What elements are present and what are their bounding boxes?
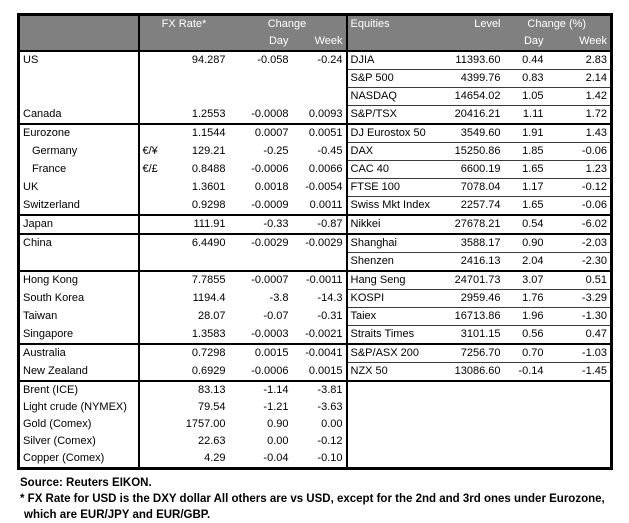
table-row xyxy=(19,416,612,433)
equity-level-value: 2416.13 xyxy=(442,253,504,272)
fx-rate-value: 7.7855 xyxy=(167,271,229,290)
equity-label: Taiex xyxy=(347,308,442,326)
fx-change-week-value: -0.0041 xyxy=(292,344,347,363)
footer xyxy=(20,475,629,523)
fx-change-day-value: -0.33 xyxy=(229,215,292,234)
fx-rate-value: 1.3601 xyxy=(191,181,226,193)
equity-change-week-value: -1.45 xyxy=(547,363,612,382)
header-blank xyxy=(347,33,442,51)
equity-level-value: 16713.86 xyxy=(442,308,504,326)
fx-change-day-value: -0.0008 xyxy=(251,107,289,120)
equity-change-week-value: -3.29 xyxy=(547,290,612,308)
header-fx-day: Day xyxy=(229,33,292,51)
fx-change-day-value: -1.21 xyxy=(263,401,289,413)
equity-change-day-value: 1.11 xyxy=(504,106,547,125)
row-label: France xyxy=(19,161,139,179)
header-blank xyxy=(19,33,139,51)
currency-pair-label xyxy=(139,106,167,125)
equity-level-value: 24701.73 xyxy=(442,271,504,290)
equity-level-value: 15250.86 xyxy=(442,143,504,161)
currency-pair-label xyxy=(139,416,167,433)
table-row xyxy=(19,88,612,106)
fx-rate-value: 83.13 xyxy=(167,381,229,399)
header-blank xyxy=(139,33,167,51)
currency-pair-label xyxy=(139,88,167,106)
fx-rate-value: 6.4490 xyxy=(167,234,229,253)
header-equities: Equities xyxy=(347,15,442,34)
equity-change-day-value: 0.83 xyxy=(504,70,547,88)
equity-level-value: 7256.70 xyxy=(442,344,504,363)
equity-change-week-value xyxy=(547,399,612,416)
fx-change-week-value: 0.00 xyxy=(292,416,347,433)
row-label: Germany xyxy=(19,143,139,161)
header-fx-week: Week xyxy=(292,33,347,51)
row-label xyxy=(19,253,139,272)
equity-label: Shanghai xyxy=(347,234,442,253)
equity-label: FTSE 100 xyxy=(347,179,442,197)
header-change-pct: Change (%) xyxy=(504,15,612,34)
equity-change-day-value: 1.91 xyxy=(504,124,547,143)
currency-pair-label xyxy=(139,197,167,216)
equity-change-day-value: 1.85 xyxy=(504,143,547,161)
fx-change-day-value: -0.07 xyxy=(263,310,289,322)
row-label: Switzerland xyxy=(19,197,139,216)
table-row xyxy=(19,106,612,125)
fx-change-day-value: -0.0003 xyxy=(251,327,289,340)
fx-rate-value: 94.287 xyxy=(191,54,226,67)
equity-level-value: 27678.21 xyxy=(442,215,504,234)
equity-level-value: 11393.60 xyxy=(442,51,504,70)
row-label xyxy=(19,88,139,106)
table-row xyxy=(19,433,612,450)
fx-rate-value: 111.91 xyxy=(167,215,229,234)
currency-pair-label xyxy=(139,399,167,416)
equity-label: NASDAQ xyxy=(347,88,442,106)
table-row xyxy=(19,253,612,272)
fx-rate-value xyxy=(167,88,229,106)
table-row xyxy=(19,215,612,234)
fx-rate-value: 1.3583 xyxy=(191,327,226,340)
equity-change-day-value: 1.65 xyxy=(504,197,547,216)
table-row xyxy=(19,70,612,88)
equity-label: Swiss Mkt Index xyxy=(347,197,442,216)
fx-rate-value: 79.54 xyxy=(197,401,226,413)
equity-change-week-value: -0.06 xyxy=(547,143,612,161)
currency-pair-label xyxy=(139,271,167,290)
equity-level-value: 2257.74 xyxy=(442,197,504,216)
equity-level-value xyxy=(442,433,504,450)
row-label: US xyxy=(19,51,139,70)
currency-pair-label xyxy=(139,179,167,197)
equity-level-value: 2959.46 xyxy=(442,290,504,308)
table-row xyxy=(19,234,612,253)
equity-change-week-value: 2.83 xyxy=(547,51,612,70)
currency-pair-label xyxy=(139,450,167,469)
equity-level-value xyxy=(442,416,504,433)
equity-label: Nikkei xyxy=(347,215,442,234)
equity-change-day-value: -0.14 xyxy=(504,363,547,382)
equity-label: DAX xyxy=(347,143,442,161)
fx-change-week-value: -0.0011 xyxy=(292,271,347,290)
equity-label xyxy=(347,416,442,433)
page xyxy=(0,13,629,521)
equity-change-week-value xyxy=(547,450,612,469)
fx-change-week-value: -0.24 xyxy=(292,51,347,70)
equity-label: DJIA xyxy=(347,51,442,70)
fx-change-week-value: 0.0015 xyxy=(292,363,347,382)
equity-change-day-value xyxy=(504,433,547,450)
fx-rate-value: 4.29 xyxy=(204,452,226,464)
row-label: Australia xyxy=(19,344,139,363)
equity-label: S&P 500 xyxy=(347,70,442,88)
equity-change-week-value: -0.06 xyxy=(547,197,612,216)
equity-label xyxy=(347,450,442,469)
equity-change-week-value: 1.72 xyxy=(547,106,612,125)
fx-change-week-value: -0.12 xyxy=(292,433,347,450)
currency-pair-label xyxy=(139,290,167,308)
equity-change-week-value: -6.02 xyxy=(547,215,612,234)
currency-pair-label xyxy=(139,234,167,253)
row-label: Light crude (NYMEX) xyxy=(19,399,139,416)
fx-change-day-value: -0.0007 xyxy=(229,271,292,290)
row-label: China xyxy=(19,234,139,253)
equity-level-value: 3101.15 xyxy=(442,326,504,345)
fx-change-day-value: -0.0006 xyxy=(251,163,289,175)
table-row xyxy=(19,381,612,399)
table-row xyxy=(19,179,612,197)
fx-change-day-value: -0.25 xyxy=(263,145,289,157)
fx-change-day-value xyxy=(229,70,292,88)
fx-rate-value xyxy=(167,70,229,88)
header-level: Level xyxy=(442,15,504,34)
footnote-line-1: * FX Rate for USD is the DXY dollar All others are vs USD, except for the 2nd and 3rd ones under Eurozone, xyxy=(20,493,605,505)
header-blank xyxy=(442,33,504,51)
fx-change-day-value xyxy=(229,253,292,272)
table-row xyxy=(19,143,612,161)
table-row xyxy=(19,308,612,326)
fx-rate-value: 1757.00 xyxy=(185,418,226,430)
equity-label: Shenzen xyxy=(347,253,442,272)
row-label xyxy=(19,70,139,88)
fx-change-day-value: 0.0015 xyxy=(229,344,292,363)
fx-change-week-value: -3.81 xyxy=(292,381,347,399)
fx-change-week-value: -0.0021 xyxy=(292,326,347,345)
equity-level-value: 4399.76 xyxy=(442,70,504,88)
fx-change-week-value xyxy=(292,253,347,272)
footnote-line-2: which are EUR/JPY and EUR/GBP. xyxy=(24,509,211,521)
equity-change-day-value: 0.90 xyxy=(504,234,547,253)
equity-change-day-value xyxy=(504,416,547,433)
fx-change-day-value: 0.00 xyxy=(267,435,289,447)
equity-change-week-value: -1.03 xyxy=(547,344,612,363)
currency-pair-label xyxy=(139,70,167,88)
equity-label: KOSPI xyxy=(347,290,442,308)
fx-rate-value: 129.21 xyxy=(191,145,226,157)
equity-change-week-value: 1.23 xyxy=(547,161,612,179)
fx-rate-value: 1194.4 xyxy=(192,292,226,304)
table-row xyxy=(19,450,612,469)
table-row xyxy=(19,326,612,345)
fx-change-day-value: 0.0007 xyxy=(229,124,292,143)
currency-pair-label: €/£ xyxy=(142,163,158,175)
fx-rate-value: 0.8488 xyxy=(191,163,226,175)
fx-rate-value: 1.1544 xyxy=(167,124,229,143)
fx-change-week-value: -0.45 xyxy=(292,143,347,161)
currency-pair-label xyxy=(139,433,167,450)
currency-pair-label xyxy=(139,363,167,382)
table-row xyxy=(19,161,612,179)
fx-change-week-value: 0.0051 xyxy=(292,124,347,143)
fx-change-week-value: -0.0029 xyxy=(292,234,347,253)
equity-label: S&P/TSX xyxy=(347,106,442,125)
currency-pair-label xyxy=(139,344,167,363)
equity-change-day-value xyxy=(504,399,547,416)
table-body xyxy=(19,51,612,469)
table-row xyxy=(19,51,612,70)
fx-change-week-value: -3.63 xyxy=(292,399,347,416)
fx-change-day-value: -0.0006 xyxy=(251,364,289,377)
equity-label: DJ Eurostox 50 xyxy=(347,124,442,143)
equity-label xyxy=(347,381,442,399)
fx-change-week-value: -0.0054 xyxy=(292,179,347,197)
fx-change-week-value: -0.10 xyxy=(292,450,347,469)
fx-change-week-value: 0.0011 xyxy=(292,197,347,216)
equity-level-value: 20416.21 xyxy=(442,106,504,125)
fx-change-day-value: -3.8 xyxy=(269,292,289,304)
equity-change-week-value: -2.30 xyxy=(547,253,612,272)
header-change: Change xyxy=(229,15,347,34)
fx-change-day-value: -1.14 xyxy=(229,381,292,399)
source-line: Source: Reuters EIKON. xyxy=(20,477,152,489)
header-row-2 xyxy=(19,33,612,51)
row-label: Eurozone xyxy=(19,124,139,143)
equity-label xyxy=(347,433,442,450)
currency-pair-label xyxy=(139,308,167,326)
equity-change-day-value: 1.65 xyxy=(504,161,547,179)
table-row xyxy=(19,271,612,290)
equity-label xyxy=(347,399,442,416)
equity-label: NZX 50 xyxy=(347,363,442,382)
equity-change-day-value: 1.76 xyxy=(504,290,547,308)
equity-change-week-value: 0.47 xyxy=(547,326,612,345)
fx-rate-value xyxy=(167,253,229,272)
fx-change-day-value: 0.0018 xyxy=(254,181,289,193)
currency-pair-label xyxy=(139,253,167,272)
equity-change-week-value: 0.51 xyxy=(547,271,612,290)
row-label: Japan xyxy=(19,215,139,234)
fx-rate-value: 1.2553 xyxy=(191,107,226,120)
equity-change-day-value: 0.56 xyxy=(504,326,547,345)
equity-label: S&P/ASX 200 xyxy=(347,344,442,363)
equity-label: CAC 40 xyxy=(347,161,442,179)
header-fx-rate: FX Rate* xyxy=(139,15,229,34)
fx-change-day-value xyxy=(229,88,292,106)
fx-change-week-value: -0.87 xyxy=(292,215,347,234)
fx-equities-table xyxy=(17,13,613,470)
table-row xyxy=(19,290,612,308)
fx-rate-value: 0.7298 xyxy=(167,344,229,363)
row-label: Gold (Comex) xyxy=(19,416,139,433)
header-eq-week: Week xyxy=(547,33,612,51)
equity-change-day-value: 2.04 xyxy=(504,253,547,272)
equity-change-week-value: 1.42 xyxy=(547,88,612,106)
equity-change-day-value: 3.07 xyxy=(504,271,547,290)
equity-change-day-value: 1.96 xyxy=(504,308,547,326)
currency-pair-label xyxy=(139,51,167,70)
equity-level-value xyxy=(442,399,504,416)
equity-change-week-value: 1.43 xyxy=(547,124,612,143)
equity-level-value: 13086.60 xyxy=(442,363,504,382)
header-blank xyxy=(19,15,139,34)
table-row xyxy=(19,197,612,216)
equity-change-week-value: -0.12 xyxy=(547,179,612,197)
fx-rate-value: 22.63 xyxy=(197,435,226,447)
fx-change-week-value: -14.3 xyxy=(292,290,347,308)
row-label: Hong Kong xyxy=(19,271,139,290)
fx-change-day-value: -0.058 xyxy=(257,54,289,67)
currency-pair-label xyxy=(139,215,167,234)
fx-change-week-value: 0.0093 xyxy=(292,106,347,125)
header-row-1 xyxy=(19,15,612,34)
row-label: Copper (Comex) xyxy=(19,450,139,469)
equity-change-week-value: -2.03 xyxy=(547,234,612,253)
equity-change-day-value xyxy=(504,381,547,399)
row-label: Singapore xyxy=(19,326,139,345)
fx-change-week-value: -0.31 xyxy=(292,308,347,326)
currency-pair-label xyxy=(139,326,167,345)
equity-change-day-value xyxy=(504,450,547,469)
equity-label: Hang Seng xyxy=(347,271,442,290)
fx-rate-value: 0.6929 xyxy=(191,364,226,377)
fx-change-day-value: -0.0009 xyxy=(251,198,289,211)
table-header xyxy=(19,15,612,52)
table-row xyxy=(19,363,612,382)
fx-change-day-value: 0.90 xyxy=(267,418,289,430)
table-row xyxy=(19,399,612,416)
equity-level-value: 6600.19 xyxy=(442,161,504,179)
fx-rate-value: 28.07 xyxy=(197,310,226,322)
row-label: South Korea xyxy=(19,290,139,308)
row-label: Brent (ICE) xyxy=(19,381,139,399)
fx-change-day-value: -0.04 xyxy=(263,452,289,464)
equity-level-value xyxy=(442,381,504,399)
currency-pair-label xyxy=(139,381,167,399)
fx-change-week-value xyxy=(292,70,347,88)
table-row xyxy=(19,344,612,363)
row-label: UK xyxy=(19,179,139,197)
equity-level-value: 3549.60 xyxy=(442,124,504,143)
table-row xyxy=(19,124,612,143)
equity-change-week-value: -1.30 xyxy=(547,308,612,326)
equity-level-value: 3588.17 xyxy=(442,234,504,253)
fx-change-week-value xyxy=(292,88,347,106)
currency-pair-label: €/¥ xyxy=(142,145,158,157)
currency-pair-label xyxy=(139,124,167,143)
equity-level-value: 7078.04 xyxy=(442,179,504,197)
fx-rate-value: 0.9298 xyxy=(191,198,226,211)
fx-change-week-value: 0.0066 xyxy=(292,161,347,179)
fx-change-day-value: -0.0029 xyxy=(229,234,292,253)
equity-change-day-value: 1.17 xyxy=(504,179,547,197)
equity-change-week-value xyxy=(547,433,612,450)
equity-change-week-value: 2.14 xyxy=(547,70,612,88)
equity-change-week-value xyxy=(547,381,612,399)
equity-change-day-value: 0.44 xyxy=(504,51,547,70)
equity-level-value: 14654.02 xyxy=(442,88,504,106)
equity-change-day-value: 0.70 xyxy=(504,344,547,363)
equity-label: Straits Times xyxy=(347,326,442,345)
row-label: Silver (Comex) xyxy=(19,433,139,450)
row-label: Taiwan xyxy=(19,308,139,326)
equity-change-day-value: 0.54 xyxy=(504,215,547,234)
header-blank xyxy=(167,33,229,51)
equity-change-week-value xyxy=(547,416,612,433)
equity-change-day-value: 1.05 xyxy=(504,88,547,106)
header-eq-day: Day xyxy=(504,33,547,51)
row-label: Canada xyxy=(19,106,139,125)
equity-level-value xyxy=(442,450,504,469)
row-label: New Zealand xyxy=(19,363,139,382)
